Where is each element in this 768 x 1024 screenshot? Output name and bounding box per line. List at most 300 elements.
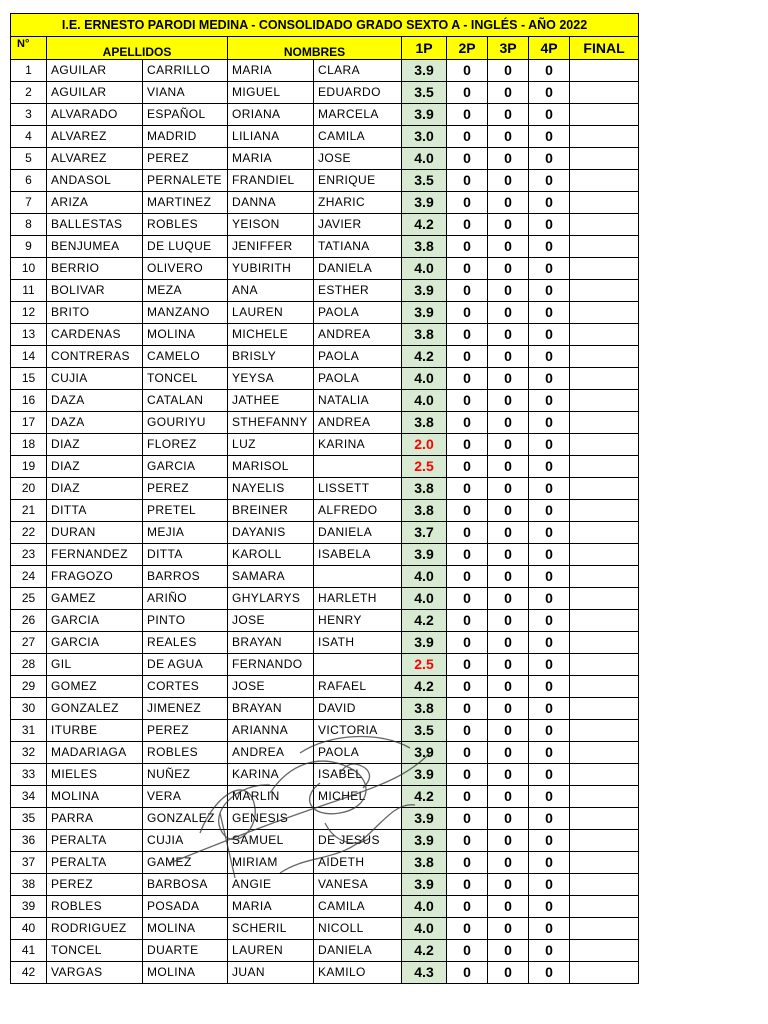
final-grade-cell [570, 940, 639, 962]
second-name-cell: DANIELA [314, 258, 402, 280]
final-grade-cell [570, 434, 639, 456]
student-row [11, 874, 639, 896]
row-number: 13 [11, 324, 47, 346]
period-4-grade-cell: 0 [529, 456, 570, 478]
period-4-grade-cell: 0 [529, 368, 570, 390]
first-name-cell: ANA [228, 280, 314, 302]
second-surname-cell: ROBLES [143, 214, 228, 236]
second-name-cell: HENRY [314, 610, 402, 632]
period-3-grade-cell: 0 [488, 456, 529, 478]
period-4-grade-cell: 0 [529, 830, 570, 852]
period-2-grade-cell: 0 [447, 214, 488, 236]
final-grade-cell [570, 808, 639, 830]
period-1-grade-cell: 3.5 [402, 170, 447, 192]
student-row [11, 500, 639, 522]
first-name-cell: MICHELE [228, 324, 314, 346]
final-grade-cell [570, 368, 639, 390]
period-1-grade-cell: 4.2 [402, 214, 447, 236]
period-4-grade-cell: 0 [529, 544, 570, 566]
period-1-grade-cell: 4.0 [402, 588, 447, 610]
second-surname-cell: MEZA [143, 280, 228, 302]
final-grade-cell [570, 874, 639, 896]
student-row [11, 126, 639, 148]
second-surname-cell: CAMELO [143, 346, 228, 368]
period-3-grade-cell: 0 [488, 566, 529, 588]
second-name-cell: ANDREA [314, 324, 402, 346]
period-3-grade-cell: 0 [488, 126, 529, 148]
first-name-cell: FERNANDO [228, 654, 314, 676]
student-row [11, 566, 639, 588]
period-3-grade-cell: 0 [488, 918, 529, 940]
student-row [11, 588, 639, 610]
first-surname-cell: ARIZA [47, 192, 143, 214]
final-grade-cell [570, 830, 639, 852]
period-2-grade-cell: 0 [447, 368, 488, 390]
second-surname-cell: PRETEL [143, 500, 228, 522]
first-name-cell: ANGIE [228, 874, 314, 896]
period-2-grade-cell: 0 [447, 258, 488, 280]
row-number: 2 [11, 82, 47, 104]
row-number: 15 [11, 368, 47, 390]
period-3-grade-cell: 0 [488, 82, 529, 104]
period-2-grade-cell: 0 [447, 104, 488, 126]
student-row [11, 632, 639, 654]
period-4-grade-cell: 0 [529, 258, 570, 280]
first-surname-cell: PERALTA [47, 852, 143, 874]
first-surname-cell: BRITO [47, 302, 143, 324]
header-nombres: NOMBRES [228, 37, 402, 60]
period-4-grade-cell: 0 [529, 786, 570, 808]
period-4-grade-cell: 0 [529, 104, 570, 126]
period-2-grade-cell: 0 [447, 742, 488, 764]
second-name-cell: DANIELA [314, 522, 402, 544]
period-3-grade-cell: 0 [488, 852, 529, 874]
first-surname-cell: DAZA [47, 390, 143, 412]
period-1-grade-cell: 3.9 [402, 830, 447, 852]
final-grade-cell [570, 214, 639, 236]
final-grade-cell [570, 632, 639, 654]
final-grade-cell [570, 500, 639, 522]
period-4-grade-cell: 0 [529, 610, 570, 632]
final-grade-cell [570, 390, 639, 412]
period-4-grade-cell: 0 [529, 500, 570, 522]
period-1-grade-cell: 3.9 [402, 280, 447, 302]
student-row [11, 808, 639, 830]
period-1-grade-cell: 3.8 [402, 324, 447, 346]
second-name-cell: JOSE [314, 148, 402, 170]
period-3-grade-cell: 0 [488, 610, 529, 632]
second-name-cell: ISABELA [314, 544, 402, 566]
period-3-grade-cell: 0 [488, 720, 529, 742]
student-row [11, 302, 639, 324]
period-3-grade-cell: 0 [488, 280, 529, 302]
period-1-grade-cell: 4.0 [402, 368, 447, 390]
second-name-cell: AIDETH [314, 852, 402, 874]
first-name-cell: JENIFFER [228, 236, 314, 258]
second-name-cell: KARINA [314, 434, 402, 456]
first-surname-cell: GAMEZ [47, 588, 143, 610]
period-3-grade-cell: 0 [488, 522, 529, 544]
period-1-grade-cell: 4.2 [402, 940, 447, 962]
first-surname-cell: AGUILAR [47, 82, 143, 104]
first-name-cell: MARISOL [228, 456, 314, 478]
row-number: 20 [11, 478, 47, 500]
period-1-grade-cell: 4.2 [402, 786, 447, 808]
period-1-grade-cell: 4.0 [402, 896, 447, 918]
student-row [11, 940, 639, 962]
second-name-cell: ESTHER [314, 280, 402, 302]
period-3-grade-cell: 0 [488, 896, 529, 918]
period-1-grade-cell: 4.0 [402, 258, 447, 280]
period-3-grade-cell: 0 [488, 258, 529, 280]
first-surname-cell: DITTA [47, 500, 143, 522]
period-4-grade-cell: 0 [529, 478, 570, 500]
final-grade-cell [570, 610, 639, 632]
first-surname-cell: BERRIO [47, 258, 143, 280]
period-2-grade-cell: 0 [447, 918, 488, 940]
first-surname-cell: DIAZ [47, 478, 143, 500]
row-number: 42 [11, 962, 47, 984]
second-name-cell [314, 654, 402, 676]
row-number: 8 [11, 214, 47, 236]
header-number: N° [11, 37, 47, 60]
student-row [11, 60, 639, 82]
first-surname-cell: GOMEZ [47, 676, 143, 698]
period-2-grade-cell: 0 [447, 456, 488, 478]
period-1-grade-cell: 3.9 [402, 104, 447, 126]
period-1-grade-cell: 2.5 [402, 654, 447, 676]
period-1-grade-cell: 3.9 [402, 544, 447, 566]
period-2-grade-cell: 0 [447, 764, 488, 786]
period-2-grade-cell: 0 [447, 720, 488, 742]
header-apellidos: APELLIDOS [47, 37, 228, 60]
second-surname-cell: MANZANO [143, 302, 228, 324]
row-number: 18 [11, 434, 47, 456]
period-2-grade-cell: 0 [447, 852, 488, 874]
period-2-grade-cell: 0 [447, 236, 488, 258]
second-name-cell: ALFREDO [314, 500, 402, 522]
first-name-cell: DAYANIS [228, 522, 314, 544]
period-4-grade-cell: 0 [529, 60, 570, 82]
period-1-grade-cell: 3.9 [402, 808, 447, 830]
student-row [11, 324, 639, 346]
student-row [11, 434, 639, 456]
row-number: 34 [11, 786, 47, 808]
period-2-grade-cell: 0 [447, 60, 488, 82]
second-surname-cell: VERA [143, 786, 228, 808]
student-row [11, 258, 639, 280]
second-surname-cell: POSADA [143, 896, 228, 918]
first-name-cell: SCHERIL [228, 918, 314, 940]
period-1-grade-cell: 3.9 [402, 632, 447, 654]
period-4-grade-cell: 0 [529, 280, 570, 302]
period-1-grade-cell: 4.0 [402, 148, 447, 170]
period-3-grade-cell: 0 [488, 368, 529, 390]
period-1-grade-cell: 3.0 [402, 126, 447, 148]
period-2-grade-cell: 0 [447, 522, 488, 544]
final-grade-cell [570, 720, 639, 742]
period-3-grade-cell: 0 [488, 544, 529, 566]
period-3-grade-cell: 0 [488, 104, 529, 126]
period-3-grade-cell: 0 [488, 654, 529, 676]
second-surname-cell: REALES [143, 632, 228, 654]
final-grade-cell [570, 148, 639, 170]
first-surname-cell: BALLESTAS [47, 214, 143, 236]
first-name-cell: LAUREN [228, 302, 314, 324]
final-grade-cell [570, 412, 639, 434]
first-name-cell: BRAYAN [228, 632, 314, 654]
period-3-grade-cell: 0 [488, 390, 529, 412]
student-row [11, 412, 639, 434]
second-surname-cell: MOLINA [143, 324, 228, 346]
final-grade-cell [570, 764, 639, 786]
period-3-grade-cell: 0 [488, 236, 529, 258]
period-3-grade-cell: 0 [488, 192, 529, 214]
first-surname-cell: AGUILAR [47, 60, 143, 82]
second-name-cell: PAOLA [314, 346, 402, 368]
second-name-cell: NICOLL [314, 918, 402, 940]
first-name-cell: JOSE [228, 676, 314, 698]
period-1-grade-cell: 3.8 [402, 478, 447, 500]
period-1-grade-cell: 3.8 [402, 412, 447, 434]
first-surname-cell: DIAZ [47, 456, 143, 478]
first-surname-cell: GIL [47, 654, 143, 676]
period-2-grade-cell: 0 [447, 324, 488, 346]
period-1-grade-cell: 3.8 [402, 852, 447, 874]
period-2-grade-cell: 0 [447, 478, 488, 500]
student-row [11, 236, 639, 258]
first-name-cell: ORIANA [228, 104, 314, 126]
period-1-grade-cell: 3.8 [402, 698, 447, 720]
first-name-cell: LILIANA [228, 126, 314, 148]
final-grade-cell [570, 544, 639, 566]
row-number: 11 [11, 280, 47, 302]
first-surname-cell: GARCIA [47, 610, 143, 632]
period-2-grade-cell: 0 [447, 126, 488, 148]
first-name-cell: ARIANNA [228, 720, 314, 742]
period-3-grade-cell: 0 [488, 676, 529, 698]
first-name-cell: JOSE [228, 610, 314, 632]
header-row [11, 37, 639, 60]
first-name-cell: DANNA [228, 192, 314, 214]
period-4-grade-cell: 0 [529, 764, 570, 786]
row-number: 4 [11, 126, 47, 148]
final-grade-cell [570, 654, 639, 676]
period-1-grade-cell: 2.5 [402, 456, 447, 478]
row-number: 19 [11, 456, 47, 478]
second-name-cell: VANESA [314, 874, 402, 896]
student-row [11, 852, 639, 874]
period-3-grade-cell: 0 [488, 940, 529, 962]
period-1-grade-cell: 3.9 [402, 302, 447, 324]
student-row [11, 478, 639, 500]
row-number: 14 [11, 346, 47, 368]
row-number: 37 [11, 852, 47, 874]
second-surname-cell: PEREZ [143, 478, 228, 500]
first-surname-cell: MADARIAGA [47, 742, 143, 764]
period-3-grade-cell: 0 [488, 324, 529, 346]
period-2-grade-cell: 0 [447, 830, 488, 852]
row-number: 10 [11, 258, 47, 280]
row-number: 24 [11, 566, 47, 588]
period-2-grade-cell: 0 [447, 302, 488, 324]
period-4-grade-cell: 0 [529, 170, 570, 192]
period-4-grade-cell: 0 [529, 940, 570, 962]
second-name-cell: CLARA [314, 60, 402, 82]
period-1-grade-cell: 3.9 [402, 192, 447, 214]
second-name-cell: DE JESUS [314, 830, 402, 852]
first-surname-cell: ALVAREZ [47, 148, 143, 170]
first-surname-cell: FERNANDEZ [47, 544, 143, 566]
row-number: 29 [11, 676, 47, 698]
first-surname-cell: GARCIA [47, 632, 143, 654]
period-4-grade-cell: 0 [529, 302, 570, 324]
period-4-grade-cell: 0 [529, 896, 570, 918]
student-row [11, 720, 639, 742]
period-1-grade-cell: 3.9 [402, 60, 447, 82]
period-2-grade-cell: 0 [447, 566, 488, 588]
final-grade-cell [570, 478, 639, 500]
period-4-grade-cell: 0 [529, 82, 570, 104]
student-row [11, 918, 639, 940]
second-name-cell: VICTORIA [314, 720, 402, 742]
row-number: 23 [11, 544, 47, 566]
period-4-grade-cell: 0 [529, 852, 570, 874]
period-2-grade-cell: 0 [447, 786, 488, 808]
period-4-grade-cell: 0 [529, 874, 570, 896]
first-surname-cell: ITURBE [47, 720, 143, 742]
final-grade-cell [570, 82, 639, 104]
student-row [11, 698, 639, 720]
period-2-grade-cell: 0 [447, 544, 488, 566]
second-surname-cell: CATALAN [143, 390, 228, 412]
row-number: 32 [11, 742, 47, 764]
first-name-cell: JATHEE [228, 390, 314, 412]
final-grade-cell [570, 126, 639, 148]
second-surname-cell: FLOREZ [143, 434, 228, 456]
second-name-cell: CAMILA [314, 896, 402, 918]
final-grade-cell [570, 104, 639, 126]
second-surname-cell: CARRILLO [143, 60, 228, 82]
first-surname-cell: BOLIVAR [47, 280, 143, 302]
first-name-cell: YEISON [228, 214, 314, 236]
period-1-grade-cell: 3.8 [402, 236, 447, 258]
second-surname-cell: DITTA [143, 544, 228, 566]
second-surname-cell: BARROS [143, 566, 228, 588]
student-row [11, 280, 639, 302]
period-3-grade-cell: 0 [488, 412, 529, 434]
final-grade-cell [570, 192, 639, 214]
first-name-cell: SAMUEL [228, 830, 314, 852]
period-3-grade-cell: 0 [488, 786, 529, 808]
period-3-grade-cell: 0 [488, 874, 529, 896]
second-surname-cell: MADRID [143, 126, 228, 148]
period-4-grade-cell: 0 [529, 632, 570, 654]
header-final: FINAL [570, 37, 639, 60]
title-row [11, 14, 639, 37]
second-surname-cell: DUARTE [143, 940, 228, 962]
first-name-cell: MARIA [228, 60, 314, 82]
period-3-grade-cell: 0 [488, 588, 529, 610]
second-name-cell: DANIELA [314, 940, 402, 962]
period-3-grade-cell: 0 [488, 346, 529, 368]
second-name-cell: ISATH [314, 632, 402, 654]
final-grade-cell [570, 346, 639, 368]
row-number: 38 [11, 874, 47, 896]
second-surname-cell: CORTES [143, 676, 228, 698]
period-2-grade-cell: 0 [447, 896, 488, 918]
row-number: 33 [11, 764, 47, 786]
first-surname-cell: RODRIGUEZ [47, 918, 143, 940]
period-2-grade-cell: 0 [447, 962, 488, 984]
student-rows [11, 60, 639, 984]
row-number: 35 [11, 808, 47, 830]
period-2-grade-cell: 0 [447, 874, 488, 896]
second-name-cell [314, 566, 402, 588]
period-3-grade-cell: 0 [488, 60, 529, 82]
student-row [11, 82, 639, 104]
period-3-grade-cell: 0 [488, 302, 529, 324]
final-grade-cell [570, 676, 639, 698]
final-grade-cell [570, 786, 639, 808]
row-number: 7 [11, 192, 47, 214]
first-name-cell: MIGUEL [228, 82, 314, 104]
first-surname-cell: ALVAREZ [47, 126, 143, 148]
period-2-grade-cell: 0 [447, 390, 488, 412]
period-2-grade-cell: 0 [447, 500, 488, 522]
second-surname-cell: ROBLES [143, 742, 228, 764]
period-1-grade-cell: 3.9 [402, 874, 447, 896]
period-3-grade-cell: 0 [488, 808, 529, 830]
second-surname-cell: GARCIA [143, 456, 228, 478]
period-4-grade-cell: 0 [529, 192, 570, 214]
period-3-grade-cell: 0 [488, 962, 529, 984]
period-4-grade-cell: 0 [529, 522, 570, 544]
student-row [11, 192, 639, 214]
period-3-grade-cell: 0 [488, 830, 529, 852]
period-4-grade-cell: 0 [529, 148, 570, 170]
second-surname-cell: DE AGUA [143, 654, 228, 676]
second-surname-cell: MOLINA [143, 962, 228, 984]
period-3-grade-cell: 0 [488, 698, 529, 720]
final-grade-cell [570, 588, 639, 610]
student-row [11, 522, 639, 544]
first-surname-cell: DAZA [47, 412, 143, 434]
student-row [11, 368, 639, 390]
second-surname-cell: ARIÑO [143, 588, 228, 610]
row-number: 40 [11, 918, 47, 940]
final-grade-cell [570, 742, 639, 764]
first-surname-cell: PERALTA [47, 830, 143, 852]
second-surname-cell: GONZALEZ [143, 808, 228, 830]
period-2-grade-cell: 0 [447, 632, 488, 654]
second-surname-cell: TONCEL [143, 368, 228, 390]
period-2-grade-cell: 0 [447, 346, 488, 368]
period-4-grade-cell: 0 [529, 346, 570, 368]
period-1-grade-cell: 4.3 [402, 962, 447, 984]
final-grade-cell [570, 566, 639, 588]
student-row [11, 346, 639, 368]
first-name-cell: YEYSA [228, 368, 314, 390]
period-2-grade-cell: 0 [447, 412, 488, 434]
grades-table [10, 13, 639, 984]
row-number: 36 [11, 830, 47, 852]
final-grade-cell [570, 918, 639, 940]
period-4-grade-cell: 0 [529, 236, 570, 258]
first-name-cell: BRISLY [228, 346, 314, 368]
period-1-grade-cell: 4.0 [402, 566, 447, 588]
first-surname-cell: ROBLES [47, 896, 143, 918]
